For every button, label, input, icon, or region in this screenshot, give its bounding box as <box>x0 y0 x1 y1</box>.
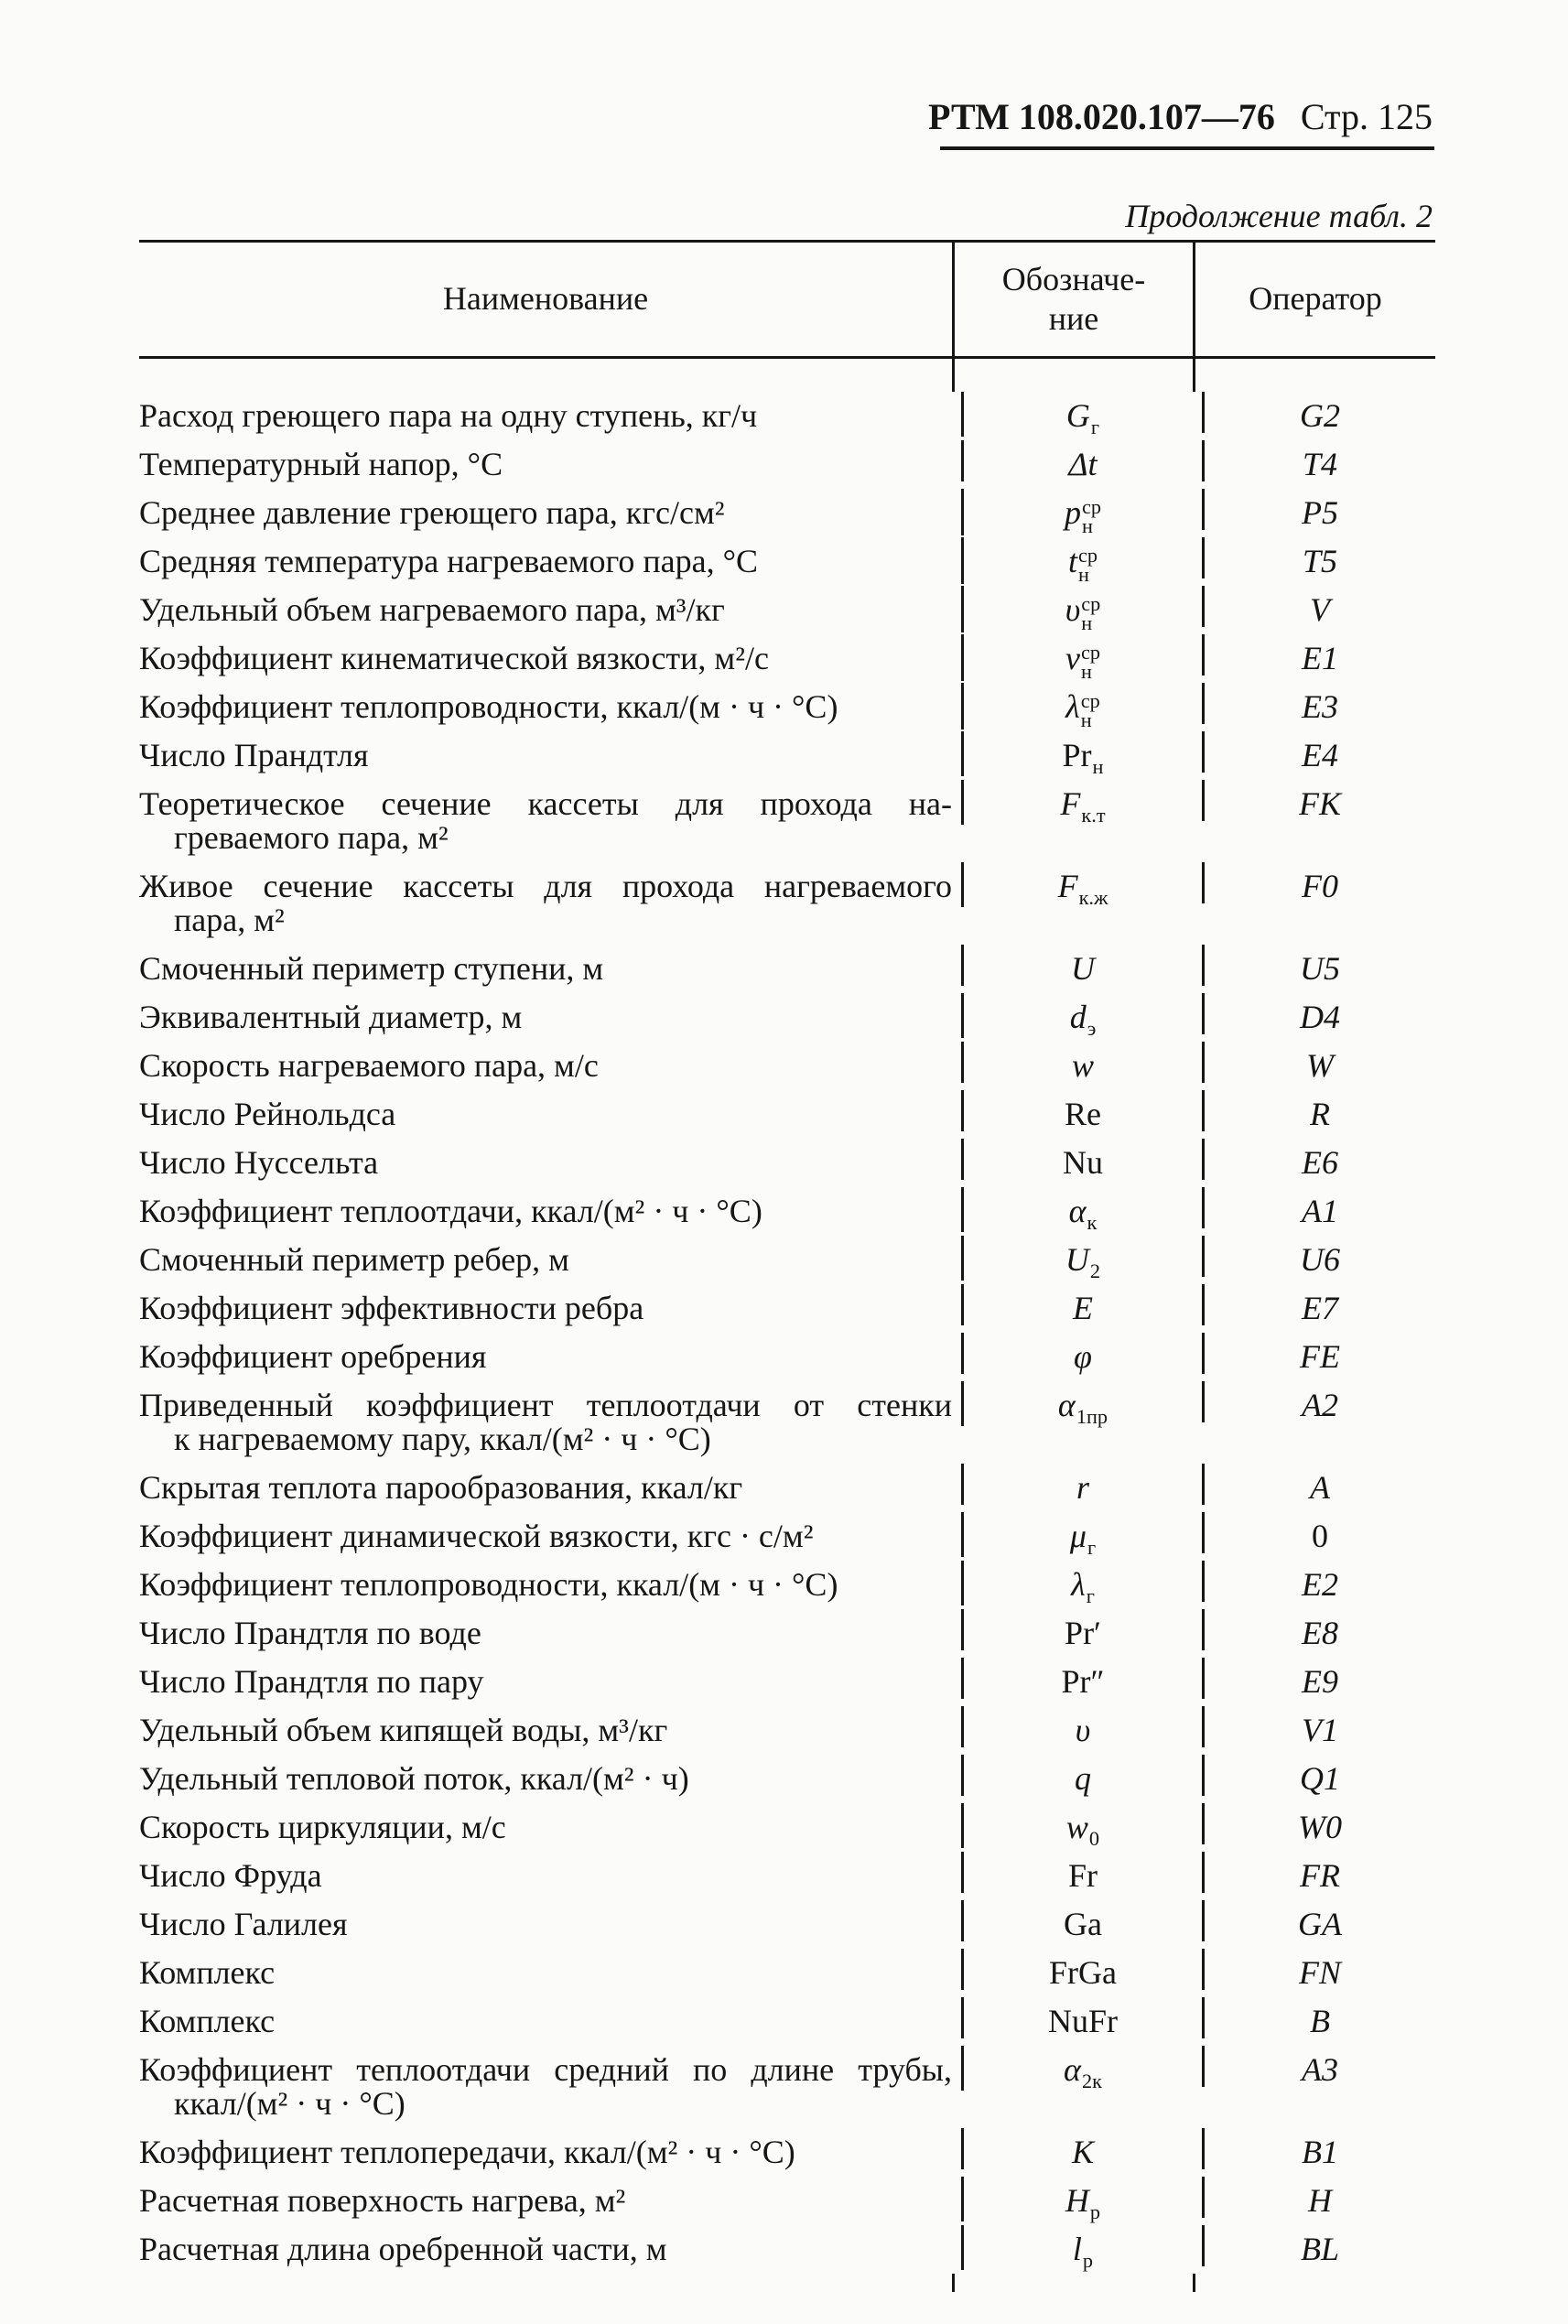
row-name: Средняя температура нагреваемого пара, °С <box>139 543 758 579</box>
row-name: Смоченный периметр ребер, м <box>139 1241 569 1278</box>
row-operator: 0 <box>1202 1512 1435 1553</box>
row-symbol: μ г <box>961 1512 1202 1557</box>
row-operator: R <box>1202 1090 1435 1131</box>
row-operator: E2 <box>1202 1561 1435 1602</box>
spacer-cell <box>952 359 1193 392</box>
row-operator: V <box>1202 586 1435 627</box>
row-symbol: r <box>961 1464 1202 1505</box>
row-symbol: q <box>961 1755 1202 1796</box>
table-row <box>139 489 1435 537</box>
table-spacer-row <box>139 359 1435 392</box>
spacer-cell <box>1193 2274 1435 2292</box>
row-operator: E9 <box>1202 1658 1435 1699</box>
table-row <box>139 780 1435 862</box>
row-symbol: Pr″ <box>961 1658 1202 1699</box>
row-operator: A1 <box>1202 1187 1435 1228</box>
row-symbol: ν ср н <box>961 634 1202 681</box>
row-symbol: t ср н <box>961 537 1202 584</box>
row-symbol: φ <box>961 1333 1202 1374</box>
row-name: Число Фруда <box>139 1857 322 1894</box>
row-symbol: w 0 <box>961 1803 1202 1848</box>
row-symbol: α 1пр <box>961 1381 1202 1426</box>
row-operator: G2 <box>1202 392 1435 433</box>
row-symbol: α 2к <box>961 2046 1202 2091</box>
row-symbol: Pr′ <box>961 1609 1202 1650</box>
row-name: Комплекс <box>139 2003 276 2039</box>
row-name: Скрытая теплота парообразования, ккал/кг <box>139 1469 743 1506</box>
table-row <box>139 1609 1435 1658</box>
row-name: Эквивалентный диаметр, м <box>139 999 523 1035</box>
row-operator: V1 <box>1202 1706 1435 1747</box>
table-row <box>139 2128 1435 2177</box>
row-symbol: Fr <box>961 1852 1202 1893</box>
table-body <box>139 392 1435 2274</box>
row-name: Живое сечение кассеты для прохода нагреваемого пара, м² <box>139 868 952 938</box>
table-row <box>139 440 1435 489</box>
row-operator: B1 <box>1202 2128 1435 2169</box>
table-row <box>139 1512 1435 1561</box>
row-operator: E8 <box>1202 1609 1435 1650</box>
row-symbol: H р <box>961 2177 1202 2221</box>
row-operator: D4 <box>1202 993 1435 1034</box>
row-name: Коэффициент эффективности ребра <box>139 1290 644 1326</box>
row-name: Число Нуссельта <box>139 1144 379 1181</box>
table-row <box>139 1803 1435 1852</box>
column-header-operator: Оператор <box>1193 243 1435 356</box>
row-operator: W0 <box>1202 1803 1435 1844</box>
table-row <box>139 2177 1435 2225</box>
row-symbol: U 2 <box>961 1236 1202 1281</box>
table-row <box>139 2225 1435 2274</box>
table-row <box>139 1949 1435 1997</box>
row-name: Расчетная поверхность нагрева, м² <box>139 2182 626 2219</box>
table-row <box>139 1139 1435 1187</box>
row-operator: T5 <box>1202 537 1435 578</box>
row-name: Число Прандтля по воде <box>139 1615 481 1651</box>
document-code: РТМ 108.020.107—76 <box>928 96 1275 137</box>
spacer-cell <box>139 359 952 392</box>
row-name: Число Галилея <box>139 1906 348 1942</box>
row-symbol: w <box>961 1042 1202 1083</box>
row-name: Коэффициент кинематической вязкости, м²/с <box>139 640 769 676</box>
row-name: Комплекс <box>139 1954 276 1991</box>
row-operator: BL <box>1202 2225 1435 2266</box>
row-operator: F0 <box>1202 862 1435 903</box>
row-name: Коэффициент теплопроводности, ккал/(м · ч · °С) <box>139 688 838 725</box>
row-symbol: α к <box>961 1187 1202 1232</box>
row-operator: P5 <box>1202 489 1435 530</box>
row-symbol: G г <box>961 392 1202 437</box>
row-symbol: Ga <box>961 1900 1202 1941</box>
row-symbol: F к.ж <box>961 862 1202 907</box>
row-operator: GA <box>1202 1900 1435 1941</box>
row-name: Расход греющего пара на одну ступень, кг/ч <box>139 397 758 434</box>
row-symbol: υ <box>961 1706 1202 1747</box>
row-symbol: K <box>961 2128 1202 2169</box>
row-name: Коэффициент динамической вязкости, кгс · с/м² <box>139 1518 814 1554</box>
row-name: Температурный напор, °С <box>139 446 503 482</box>
table-row <box>139 1187 1435 1236</box>
row-operator: E6 <box>1202 1139 1435 1180</box>
row-symbol: U <box>961 945 1202 986</box>
table-row <box>139 1755 1435 1803</box>
row-symbol: FrGa <box>961 1949 1202 1990</box>
table-row <box>139 392 1435 440</box>
row-symbol: NuFr <box>961 1997 1202 2038</box>
row-operator: U6 <box>1202 1236 1435 1277</box>
table-row <box>139 634 1435 683</box>
column-header-name: Наименование <box>442 280 649 318</box>
row-name: Удельный объем нагреваемого пара, м³/кг <box>139 591 725 628</box>
row-name: Число Рейнольдса <box>139 1096 396 1132</box>
row-operator: E1 <box>1202 634 1435 676</box>
row-symbol: Nu <box>961 1139 1202 1180</box>
row-name: Коэффициент оребрения <box>139 1338 487 1375</box>
row-symbol: d э <box>961 993 1202 1038</box>
table-tail-row <box>139 2274 1435 2292</box>
table-row <box>139 862 1435 945</box>
table-row <box>139 1900 1435 1949</box>
row-symbol: υ ср н <box>961 586 1202 632</box>
page-number: Стр. 125 <box>1300 96 1433 137</box>
row-symbol: E <box>961 1284 1202 1325</box>
row-operator: E4 <box>1202 731 1435 773</box>
table-row <box>139 945 1435 993</box>
running-header <box>928 95 1433 139</box>
row-name: Среднее давление греющего пара, кгс/см² <box>139 494 725 531</box>
row-name: Приведенный коэффициент теплоотдачи от стенки к нагреваемому пару, ккал/(м² · ч · °С) <box>139 1387 952 1457</box>
row-operator: FK <box>1202 780 1435 821</box>
row-operator: A <box>1202 1464 1435 1505</box>
parameters-table <box>139 240 1435 2292</box>
table-row <box>139 1464 1435 1512</box>
row-name: Смоченный периметр ступени, м <box>139 950 604 987</box>
row-operator: FN <box>1202 1949 1435 1990</box>
row-symbol: Pr н <box>961 731 1202 776</box>
table-row <box>139 1561 1435 1609</box>
row-name: Теоретическое сечение кассеты для прохода на- греваемого пара, м² <box>139 785 952 856</box>
row-operator: W <box>1202 1042 1435 1083</box>
table-row <box>139 731 1435 780</box>
table-row <box>139 2046 1435 2128</box>
row-name: Коэффициент теплоотдачи, ккал/(м² · ч · °С) <box>139 1193 762 1229</box>
row-operator: U5 <box>1202 945 1435 986</box>
column-header-symbol: Обозначе- ние <box>952 243 1193 356</box>
row-name: Коэффициент теплоотдачи средний по длине трубы, ккал/(м² · ч · °С) <box>139 2051 952 2122</box>
table-row <box>139 1236 1435 1284</box>
table-row <box>139 1381 1435 1464</box>
row-operator: A2 <box>1202 1381 1435 1422</box>
row-operator: E7 <box>1202 1284 1435 1325</box>
spacer-cell <box>952 2274 1193 2292</box>
row-name: Удельный объем кипящей воды, м³/кг <box>139 1712 668 1748</box>
row-name: Число Прандтля по пару <box>139 1663 484 1700</box>
table-header-row <box>139 243 1435 356</box>
row-symbol: p ср н <box>961 489 1202 535</box>
spacer-cell <box>139 2274 952 2292</box>
table-row <box>139 586 1435 634</box>
row-symbol: l р <box>961 2225 1202 2270</box>
table-row <box>139 683 1435 731</box>
table-row <box>139 1706 1435 1755</box>
row-name: Расчетная длина оребренной части, м <box>139 2231 667 2267</box>
table-row <box>139 993 1435 1042</box>
row-operator: H <box>1202 2177 1435 2218</box>
row-operator: FR <box>1202 1852 1435 1893</box>
row-name: Скорость циркуляции, м/с <box>139 1809 506 1845</box>
row-name: Коэффициент теплопередачи, ккал/(м² · ч · °С) <box>139 2134 795 2170</box>
row-symbol: Δt <box>961 440 1202 481</box>
row-symbol: λ ср н <box>961 683 1202 730</box>
table-row <box>139 1284 1435 1333</box>
row-operator: A3 <box>1202 2046 1435 2087</box>
table-row <box>139 1333 1435 1381</box>
row-name: Скорость нагреваемого пара, м/с <box>139 1047 599 1084</box>
table-row <box>139 1658 1435 1706</box>
row-operator: T4 <box>1202 440 1435 481</box>
row-operator: E3 <box>1202 683 1435 724</box>
table-row <box>139 1852 1435 1900</box>
row-symbol: F к.т <box>961 780 1202 825</box>
row-operator: B <box>1202 1997 1435 2038</box>
table-row <box>139 537 1435 586</box>
table-row <box>139 1997 1435 2046</box>
spacer-cell <box>1193 359 1435 392</box>
row-operator: FE <box>1202 1333 1435 1374</box>
header-rule <box>940 146 1434 150</box>
row-name: Удельный тепловой поток, ккал/(м² · ч) <box>139 1760 689 1797</box>
row-operator: Q1 <box>1202 1755 1435 1796</box>
table-row <box>139 1090 1435 1139</box>
table-row <box>139 1042 1435 1090</box>
row-name: Число Прандтля <box>139 737 369 773</box>
table-continuation-caption: Продолжение табл. 2 <box>1125 198 1433 234</box>
row-name: Коэффициент теплопроводности, ккал/(м · ч · °С) <box>139 1566 838 1603</box>
row-symbol: λ г <box>961 1561 1202 1605</box>
row-symbol: Re <box>961 1090 1202 1131</box>
